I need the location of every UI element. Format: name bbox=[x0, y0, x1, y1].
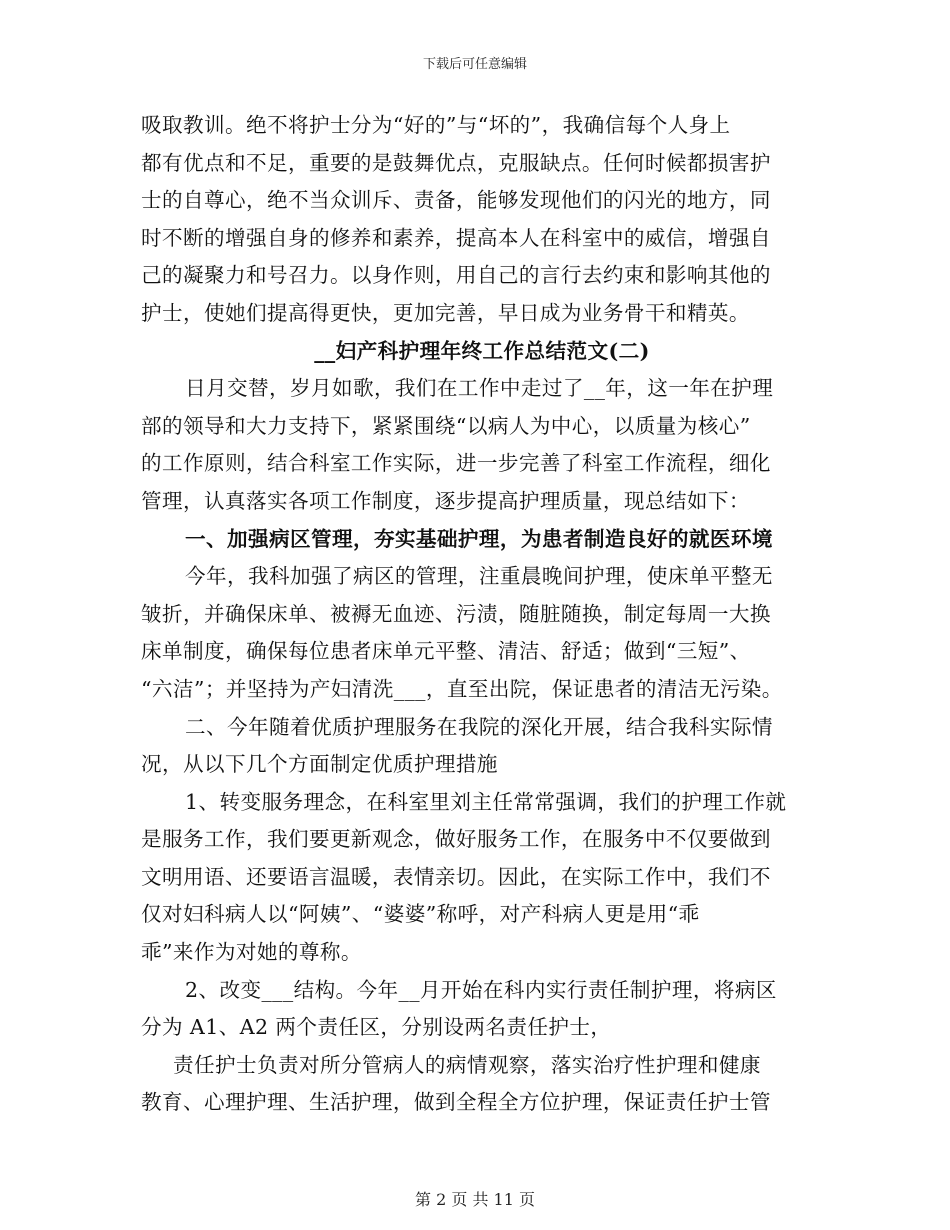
text-line: 教育、心理护理、生活护理，做到全程全方位护理，保证责任护士管 bbox=[141, 1090, 771, 1115]
text-line: 护士，使她们提高得更快，更加完善，早日成为业务骨干和精英。 bbox=[141, 300, 750, 325]
text-line: 仅对妇科病人以“阿姨”、“婆婆”称呼，对产科病人更是用“乖 bbox=[141, 902, 700, 927]
section-heading: 一、加强病区管理，夯实基础护理，为患者制造良好的就医环境 bbox=[185, 526, 773, 551]
text-line: 时不断的增强自身的修养和素养，提高本人在科室中的威信，增强自 bbox=[141, 225, 771, 250]
page-header: 下载后可任意编辑 bbox=[422, 57, 527, 72]
text-line: 责任护士负责对所分管病人的病情观察，落实治疗性护理和健康 bbox=[173, 1052, 761, 1077]
text-line: 1、转变服务理念，在科室里刘主任常常强调，我们的护理工作就 bbox=[185, 789, 787, 814]
text-line: 分为 A1、A2 两个责任区，分别设两名责任护士， bbox=[141, 1015, 612, 1040]
text-line: 况，从以下几个方面制定优质护理措施 bbox=[141, 752, 498, 777]
section-title: __妇产科护理年终工作总结范文(二) bbox=[314, 338, 650, 363]
text-line: 日月交替，岁月如歌，我们在工作中走过了__年，这一年在护理 bbox=[185, 376, 774, 401]
text-line: 吸取教训。绝不将护士分为“好的”与“坏的”，我确信每个人身上 bbox=[141, 113, 731, 137]
text-line: 乖”来作为对她的尊称。 bbox=[141, 940, 362, 965]
text-line: “六洁”；并坚持为产妇清洗___，直至出院，保证患者的清洁无污染。 bbox=[141, 676, 783, 701]
text-line: 管理，认真落实各项工作制度，逐步提高护理质量，现总结如下： bbox=[141, 488, 750, 513]
text-line: 2、改变___结构。今年__月开始在科内实行责任制护理，将病区 bbox=[185, 977, 777, 1002]
text-line: 二、今年随着优质护理服务在我院的深化开展，结合我科实际情 bbox=[185, 714, 773, 739]
document-body bbox=[141, 107, 811, 1122]
text-line: 都有优点和不足，重要的是鼓舞优点，克服缺点。任何时候都损害护 bbox=[141, 150, 771, 175]
text-line: 士的自尊心，绝不当众训斥、责备，能够发现他们的闪光的地方，同 bbox=[141, 188, 771, 213]
text-line: 文明用语、还要语言温暖，表情亲切。因此，在实际工作中，我们不 bbox=[141, 864, 771, 889]
text-line: 皱折，并确保床单、被褥无血迹、污渍，随脏随换，制定每周一大换 bbox=[141, 601, 771, 626]
text-line: 床单制度，确保每位患者床单元平整、清洁、舒适；做到“三短”、 bbox=[141, 639, 751, 664]
page-footer: 第 2 页 共 11 页 bbox=[415, 1190, 535, 1209]
text-line: 是服务工作，我们要更新观念，做好服务工作，在服务中不仅要做到 bbox=[141, 827, 771, 852]
text-line: 部的领导和大力支持下，紧紧围绕“以病人为中心，以质量为核心” bbox=[141, 413, 751, 438]
text-line: 今年，我科加强了病区的管理，注重晨晚间护理，使床单平整无 bbox=[185, 564, 773, 589]
text-line: 己的凝聚力和号召力。以身作则，用自己的言行去约束和影响其他的 bbox=[141, 263, 771, 288]
text-line: 的工作原则，结合科室工作实际，进一步完善了科室工作流程，细化 bbox=[141, 451, 771, 476]
